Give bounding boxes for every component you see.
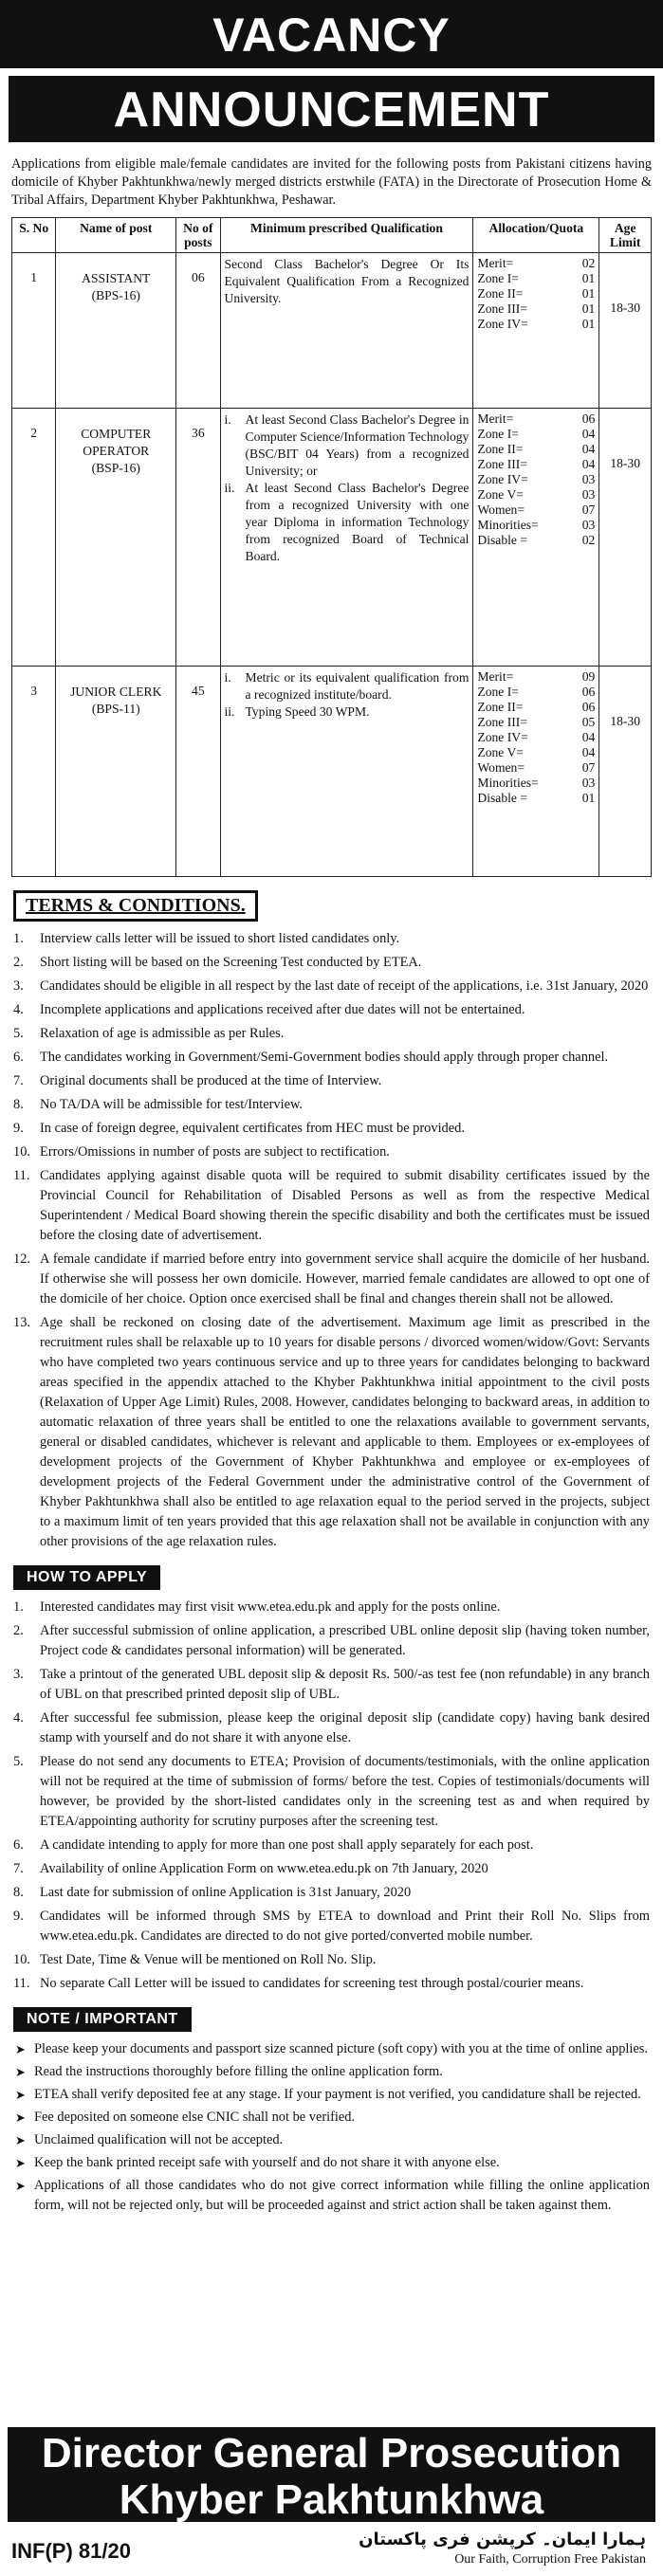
note-item: [13, 2153, 650, 2173]
quota-value: 07: [581, 760, 596, 775]
quota-label: Women=: [477, 502, 525, 517]
quota-value: 01: [581, 791, 596, 805]
item-text: Errors/Omissions in number of posts are subject to rectification.: [40, 1144, 390, 1160]
col-header-post: Name of post: [56, 218, 176, 253]
col-header-qualification: Minimum prescribed Qualification: [220, 218, 473, 253]
apply-step: [13, 1950, 650, 1970]
issuer-banner: [8, 2427, 655, 2522]
issuer-province: Khyber Pakhtunkhwa: [119, 2476, 544, 2523]
item-text: Take a printout of the generated UBL deposit slip & deposit Rs. 500/-as test fee (non refundable) in any branch of UBL on that prescribed printed deposit slip of UBL.: [40, 1667, 650, 1702]
quota-row: [477, 411, 595, 427]
post-name: ASSISTANT: [82, 271, 151, 285]
ad-reference: INF(P) 81/20: [11, 2539, 131, 2563]
item-text: Incomplete applications and applications received after due dates will not be entertained.: [40, 1002, 525, 1017]
item-text: Candidates should be eligible in all respect by the last date of receipt of the applications, i.e. 31st January, 2020: [40, 978, 649, 994]
quota-row: [477, 286, 595, 301]
quota-value: 04: [581, 745, 596, 759]
how-to-apply-heading: HOW TO APPLY: [13, 1565, 160, 1590]
quota-label: Zone III=: [477, 715, 527, 729]
quota-row: [477, 715, 595, 730]
apply-step: [13, 1621, 650, 1661]
age-limit-cell: 18-30: [599, 667, 652, 877]
term-item: [13, 1000, 650, 1020]
post-name-cell: [56, 409, 176, 667]
item-number: 4.: [13, 1002, 24, 1017]
qualification-cell: [220, 409, 473, 667]
posts-table: [11, 217, 652, 877]
apply-step: [13, 1598, 650, 1617]
quota-label: Zone III=: [477, 457, 527, 471]
quota-label: Zone IV=: [477, 317, 528, 331]
quota-row: [477, 502, 595, 518]
terms-list: [13, 929, 650, 1552]
term-item: [13, 977, 650, 996]
qualification-item: [225, 480, 470, 565]
quota-value: 02: [581, 533, 596, 547]
table-row: [12, 409, 652, 667]
apply-step: [13, 1907, 650, 1946]
apply-step: [13, 1752, 650, 1832]
quota-cell: [473, 409, 599, 667]
qualification-item: [225, 703, 470, 721]
post-name: JUNIOR CLERK: [70, 685, 162, 699]
item-text: Read the instructions thoroughly before filling the online application form.: [34, 2064, 443, 2079]
item-text: After successful fee submission, please keep the original deposit slip (candidate copy) having bank desired stamp with yourself and do not share it with anyone else.: [40, 1710, 650, 1745]
posts-count-cell: 45: [176, 667, 220, 877]
quota-label: Zone III=: [477, 301, 527, 316]
quota-label: Merit=: [477, 256, 514, 270]
quota-row: [477, 442, 595, 457]
item-text: Age shall be reckoned on closing date of the advertisement. Maximum age limit as prescribed in the recruitment rules shall be relaxable up to 10 years for disable persons / divorced women/widow/Govt: Servants who have completed two years continuous service and up to three years for candidates belonging to backward areas specified in the appendix attached to the Khyber Pakhtunkhwa initial appointment to the civil posts (Relaxation of Upper Age Limit) Rules, 2008. However, candidates belonging to backward areas, in addition to automatic relaxation of three years shall be entitled to one the relaxations available to government servants, general or disabled candidates, whichever is relevant and applicable to them. Employees or ex-employees of development projects of the Government of Khyber Pakhtunkhwa and employee or ex-employees of development projects of the Federal Government under the administrative control of the Government of Khyber Pakhtunkhwa shall also be entitled to age relaxation equal to the period served in the projects, subject to a maximum limit of ten years provided that this age relaxation shall not be available in conjunction with any other provisions of the age relaxation rules.: [40, 1315, 650, 1549]
quota-label: Zone I=: [477, 685, 519, 699]
term-item: [13, 1142, 650, 1162]
arrow-bullet-icon: ➤: [15, 2133, 26, 2147]
term-item: [13, 1071, 650, 1091]
item-number: 11.: [13, 1976, 30, 1991]
item-number: 7.: [13, 1073, 24, 1088]
item-text: Availability of online Application Form on www.etea.edu.pk on 7th January, 2020: [40, 1861, 488, 1876]
item-text: At least Second Class Bachelor's Degree in Computer Science/Information Technology (BSC/BIT 04 Years) from a recognized University; or: [245, 412, 470, 478]
col-header-quota: Allocation/Quota: [473, 218, 599, 253]
term-item: [13, 1048, 650, 1068]
table-row: [12, 253, 652, 409]
item-number: 5.: [13, 1026, 24, 1041]
table-header-row: [12, 218, 652, 253]
quota-label: Minorities=: [477, 518, 539, 532]
quota-row: [477, 760, 595, 776]
item-text: Interested candidates may first visit www.etea.edu.pk and apply for the posts online.: [40, 1599, 501, 1615]
how-to-apply-list: [13, 1598, 650, 1994]
item-number: 8.: [13, 1097, 24, 1112]
quota-label: Women=: [477, 760, 525, 775]
post-scale: (BPS-16): [91, 288, 140, 302]
item-text: Test Date, Time & Venue will be mentioned on Roll No. Slip.: [40, 1952, 377, 1967]
age-limit-cell: 18-30: [599, 409, 652, 667]
quota-label: Zone II=: [477, 286, 524, 301]
posts-count-cell: 06: [176, 253, 220, 409]
quota-row: [477, 791, 595, 806]
issuer-title: Director General Prosecution: [41, 2430, 622, 2476]
arrow-bullet-icon: ➤: [15, 2042, 26, 2056]
apply-step: [13, 1883, 650, 1903]
item-number: 11.: [13, 1168, 30, 1183]
notes-list: [13, 2039, 650, 2216]
quota-value: 04: [581, 427, 596, 441]
quota-row: [477, 669, 595, 685]
item-text: Candidates applying against disable quota will be required to submit disability certificates issued by the Provincial Council for Rehabilitation of Disabled Persons as well as from the respective Medical Superintendent / Medical Board showing therein the specific disability and both the certificates must be issued before the closing date of advertisement.: [40, 1168, 650, 1243]
urdu-slogan: ہمارا ایمان۔ کرپشن فری پاکستان: [359, 2530, 646, 2549]
item-number: 3.: [13, 1667, 24, 1682]
qualification-item: [225, 669, 470, 703]
apply-step: [13, 1859, 650, 1879]
post-name-cell: [56, 253, 176, 409]
quota-label: Zone IV=: [477, 472, 528, 486]
item-text: Please do not send any documents to ETEA; Provision of documents/testimonials, with the online application will not be required at the time of submission of forms/ before the test. Copies of testimonials/documents will however, be provided by the short-listed candidates only in the screening test as and when required by ETEA/appointing authority for scrutiny purposes after the screening test.: [40, 1754, 650, 1829]
item-text: Relaxation of age is admissible as per Rules.: [40, 1026, 285, 1041]
item-number: 13.: [13, 1315, 30, 1330]
item-number: 9.: [13, 1909, 24, 1924]
quota-label: Zone V=: [477, 487, 524, 502]
quota-row: [477, 256, 595, 271]
item-text: Original documents shall be produced at the time of Interview.: [40, 1073, 382, 1088]
quota-row: [477, 457, 595, 472]
quota-row: [477, 730, 595, 745]
quota-value: 04: [581, 442, 596, 456]
quota-label: Merit=: [477, 669, 514, 684]
item-number: 10.: [13, 1952, 30, 1967]
quota-cell: [473, 667, 599, 877]
quota-value: 01: [581, 317, 596, 331]
quota-value: 01: [581, 271, 596, 285]
item-text: Unclaimed qualification will not be accepted.: [34, 2132, 284, 2147]
quota-value: 06: [581, 411, 596, 426]
note-item: [13, 2176, 650, 2216]
quota-value: 03: [581, 487, 596, 502]
note-item: [13, 2108, 650, 2128]
terms-heading: TERMS & CONDITIONS.: [13, 890, 258, 922]
item-text: The candidates working in Government/Semi-Government bodies should apply through proper channel.: [40, 1050, 609, 1065]
item-number: 10.: [13, 1144, 30, 1160]
arrow-bullet-icon: ➤: [15, 2065, 26, 2079]
item-text: Fee deposited on someone else CNIC shall not be verified.: [34, 2110, 356, 2125]
sno-cell: 2: [12, 409, 56, 667]
quota-value: 01: [581, 286, 596, 301]
item-text: ETEA shall verify deposited fee at any stage. If your payment is not verified, you candidature shall be rejected.: [34, 2087, 641, 2102]
item-text: Typing Speed 30 WPM.: [245, 704, 370, 719]
item-number: 8.: [13, 1885, 24, 1900]
quota-value: 02: [581, 256, 596, 270]
item-number: ii.: [224, 481, 235, 495]
quota-row: [477, 533, 595, 548]
bottom-strip: [0, 2528, 663, 2576]
note-heading: NOTE / IMPORTANT: [13, 2007, 192, 2032]
quota-label: Merit=: [477, 411, 514, 426]
post-scale: (BSP-16): [91, 461, 140, 475]
term-item: [13, 953, 650, 973]
item-text: Short listing will be based on the Screening Test conducted by ETEA.: [40, 955, 422, 970]
item-text: No TA/DA will be admissible for test/Interview.: [40, 1097, 304, 1112]
note-item: [13, 2062, 650, 2082]
apply-step: [13, 1836, 650, 1855]
quota-cell: [473, 253, 599, 409]
item-text: Candidates will be informed through SMS by ETEA to download and Print their Roll No. Slips from www.etea.edu.pk. Candidates are directed to do not give ported/converted mobile number.: [40, 1909, 650, 1944]
note-item: [13, 2130, 650, 2150]
item-number: 6.: [13, 1837, 24, 1853]
quota-row: [477, 700, 595, 715]
intro-paragraph: Applications from eligible male/female candidates are invited for the following posts from Pakistani citizens having domicile of Khyber Pakhtunkhwa/newly merged districts erstwhile (FATA) in the Directorate of Prosecution Home & Tribal Affairs, Department Khyber Pakhtunkhwa, Peshawar.: [11, 156, 652, 208]
qualification-cell: [220, 667, 473, 877]
quota-row: [477, 271, 595, 286]
item-number: 6.: [13, 1050, 24, 1065]
title-announcement: ANNOUNCEMENT: [9, 76, 654, 142]
quota-value: 03: [581, 472, 596, 486]
arrow-bullet-icon: ➤: [15, 2110, 26, 2125]
qualification-list: [225, 669, 470, 721]
age-limit-cell: 18-30: [599, 253, 652, 409]
quota-value: 07: [581, 502, 596, 517]
slogan: Our Faith, Corruption Free Pakistan: [454, 2552, 646, 2567]
quota-label: Zone II=: [477, 442, 524, 456]
item-number: 12.: [13, 1251, 30, 1267]
note-item: [13, 2039, 650, 2059]
quota-label: Zone IV=: [477, 730, 528, 744]
term-item: [13, 1119, 650, 1139]
post-name: COMPUTER OPERATOR: [81, 427, 152, 458]
quota-row: [477, 745, 595, 760]
item-number: 9.: [13, 1121, 24, 1136]
arrow-bullet-icon: ➤: [15, 2088, 26, 2102]
arrow-bullet-icon: ➤: [15, 2156, 26, 2170]
item-text: No separate Call Letter will be issued to candidates for screening test through postal/courier means.: [40, 1976, 584, 1991]
item-text: Please keep your documents and passport size scanned picture (soft copy) with you at the time of online applies.: [34, 2041, 649, 2056]
posts-count-cell: 36: [176, 409, 220, 667]
item-text: A candidate intending to apply for more than one post shall apply separately for each post.: [40, 1837, 534, 1853]
term-item: [13, 1166, 650, 1246]
table-row: [12, 667, 652, 877]
item-text: A female candidate if married before entry into government service shall acquire the domicile of her husband. If otherwise she will possess her own domicile. However, married female candidates are allowed to opt one of the domicile of her choice. Option once exercised shall be final and changes therein shall not be allowed.: [40, 1251, 650, 1306]
item-text: Metric or its equivalent qualification from a recognized institute/board.: [245, 670, 470, 702]
item-text: Last date for submission of online Application is 31st January, 2020: [40, 1885, 412, 1900]
arrow-bullet-icon: ➤: [15, 2179, 26, 2193]
quota-value: 06: [581, 685, 596, 699]
item-text: Interview calls letter will be issued to short listed candidates only.: [40, 931, 400, 946]
quota-row: [477, 776, 595, 791]
quota-label: Disable =: [477, 533, 527, 547]
quota-row: [477, 518, 595, 533]
item-text: After successful submission of online application, a prescribed UBL online deposit slip (having token number, Project code & candidates personal information) will be generated.: [40, 1623, 650, 1658]
item-number: 3.: [13, 978, 24, 994]
item-number: 1.: [13, 931, 24, 946]
quota-value: 03: [581, 776, 596, 790]
quota-label: Zone II=: [477, 700, 524, 714]
quota-row: [477, 685, 595, 700]
quota-row: [477, 427, 595, 442]
item-number: 2.: [13, 955, 24, 970]
term-item: [13, 1095, 650, 1115]
qualification-cell: Second Class Bachelor's Degree Or Its Equivalent Qualification From a Recognized University.: [220, 253, 473, 409]
item-text: In case of foreign degree, equivalent certificates from HEC must be provided.: [40, 1121, 465, 1136]
quota-value: 05: [581, 715, 596, 729]
term-item: [13, 1024, 650, 1044]
col-header-count: No of posts: [176, 218, 220, 253]
quota-value: 01: [581, 301, 596, 316]
apply-step: [13, 1974, 650, 1994]
quota-label: Zone I=: [477, 427, 519, 441]
note-item: [13, 2085, 650, 2105]
quota-label: Minorities=: [477, 776, 539, 790]
item-number: 2.: [13, 1623, 24, 1638]
sno-cell: 3: [12, 667, 56, 877]
item-number: i.: [224, 670, 231, 685]
item-number: i.: [224, 412, 231, 427]
item-number: 5.: [13, 1754, 24, 1769]
term-item: [13, 1250, 650, 1309]
term-item: [13, 1313, 650, 1552]
quota-value: 09: [581, 669, 596, 684]
quota-label: Disable =: [477, 791, 527, 805]
quota-row: [477, 472, 595, 487]
post-name-cell: [56, 667, 176, 877]
quota-value: 04: [581, 457, 596, 471]
quota-value: 06: [581, 700, 596, 714]
quota-row: [477, 317, 595, 332]
quota-row: [477, 487, 595, 502]
qualification-list: [225, 411, 470, 565]
quota-value: 03: [581, 518, 596, 532]
item-number: 4.: [13, 1710, 24, 1726]
sno-cell: 1: [12, 253, 56, 409]
item-text: Applications of all those candidates who do not give correct information while filling the online application form, will not be rejected only, but will be proceeded against and strict action shall be taken against them.: [34, 2178, 650, 2213]
quota-row: [477, 301, 595, 317]
title-vacancy: VACANCY: [0, 0, 663, 68]
item-number: 1.: [13, 1599, 24, 1615]
item-text: Keep the bank printed receipt safe with yourself and do not share it with anyone else.: [34, 2155, 500, 2170]
item-number: 7.: [13, 1861, 24, 1876]
term-item: [13, 929, 650, 949]
item-number: ii.: [224, 704, 235, 719]
qualification-item: [225, 411, 470, 480]
apply-step: [13, 1665, 650, 1705]
quota-value: 04: [581, 730, 596, 744]
item-text: At least Second Class Bachelor's Degree from a recognized University with one year Diploma in information Technology from recognized Board of Technical Board.: [245, 481, 470, 563]
post-scale: (BPS-11): [91, 702, 140, 716]
col-header-age: Age Limit: [599, 218, 652, 253]
col-header-sno: S. No: [12, 218, 56, 253]
apply-step: [13, 1708, 650, 1748]
quota-label: Zone I=: [477, 271, 519, 285]
quota-label: Zone V=: [477, 745, 524, 759]
